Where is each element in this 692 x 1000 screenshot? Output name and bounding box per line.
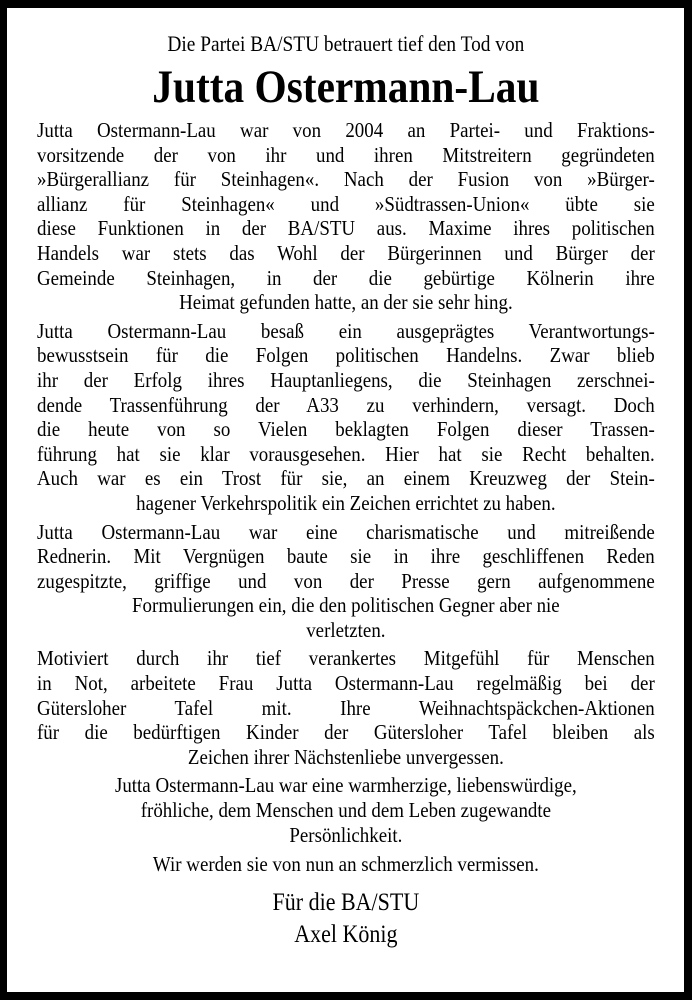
text-line: Jutta Ostermann-Lau war eine charismatische und mitreißende [37,519,655,544]
text-line: Motiviert durch ihr tief verankertes Mitgefühl für Menschen [37,646,655,671]
text-line: für die bedürftigen Kinder der Gütersloher Tafel bleiben als [37,720,655,745]
text-line: Jutta Ostermann-Lau besaß ein ausgeprägtes Verantwortungs- [37,318,655,343]
text-line: verletzten. [306,617,386,642]
text-line: diese Funktionen in der BA/STU aus. Maxime ihres politischen [37,216,655,241]
text-line: hagener Verkehrspolitik ein Zeichen errichtet zu haben. [136,490,556,515]
text-line: Zeichen ihrer Nächstenliebe unvergessen. [187,744,504,769]
paragraph-3 [37,520,655,643]
deceased-name: Jutta Ostermann-Lau [152,61,540,113]
obituary-notice [7,8,684,992]
text-line: Jutta Ostermann-Lau war von 2004 an Partei- und Fraktions- [37,118,655,142]
text-line: Auch war es ein Trost für sie, an einem Kreuzweg der Stein- [37,466,655,491]
paragraph-4 [37,646,655,769]
text-line: Gemeinde Steinhagen, in der die gebürtige Kölnerin ihre [37,265,655,290]
text-line: fröhliche, dem Menschen und dem Leben zugewandte [140,798,552,823]
text-line: allianz für Steinhagen« und »Südtrassen-Union« übte sie [37,191,655,216]
text-line: Gütersloher Tafel mit. Ihre Weihnachtspäckchen-Aktionen [37,695,655,720]
text-line: vorsitzende der von ihr und ihren Mitstreitern gegründeten [37,142,655,167]
signature-organization: Für die BA/STU [272,889,420,917]
signature-name: Axel König [294,921,398,949]
text-line: Jutta Ostermann-Lau war eine warmherzige, liebenswürdige, [114,773,577,798]
text-line: in Not, arbeitete Frau Jutta Ostermann-Lau regelmäßig bei der [37,671,655,696]
closing-line: Wir werden sie von nun an schmerzlich vermissen. [152,852,539,877]
signature [37,887,655,951]
text-line: zugespitzte, griffige und von der Presse gern aufgenommene [37,568,655,593]
text-line: ihr der Erfolg ihres Hauptanliegens, die Steinhagen zerschnei- [37,367,655,392]
paragraph-2 [37,319,655,516]
paragraph-5 [37,773,655,847]
text-line: Rednerin. Mit Vergnügen baute sie in ihre geschliffenen Reden [37,544,655,569]
text-line: Heimat gefunden hatte, an der sie sehr hing. [179,290,513,315]
notice-content [37,30,655,951]
text-line: bewusstsein für die Folgen politischen Handelns. Zwar blieb [37,343,655,368]
text-line: Persönlichkeit. [289,822,403,847]
text-line: Handels war stets das Wohl der Bürgerinnen und Bürger der [37,240,655,265]
intro-line: Die Partei BA/STU betrauert tief den Tod von [167,31,525,56]
text-line: die heute von so Vielen beklagten Folgen dieser Trassen- [37,417,655,442]
text-line: führung hat sie klar vorausgesehen. Hier hat sie Recht behalten. [37,441,655,466]
text-line: Formulierungen ein, die den politischen Gegner aber nie [132,593,560,618]
text-line: dende Trassenführung der A33 zu verhindern, versagt. Doch [37,392,655,417]
text-line: »Bürgerallianz für Steinhagen«. Nach der Fusion von »Bürger- [37,167,655,192]
paragraph-1 [37,118,655,315]
